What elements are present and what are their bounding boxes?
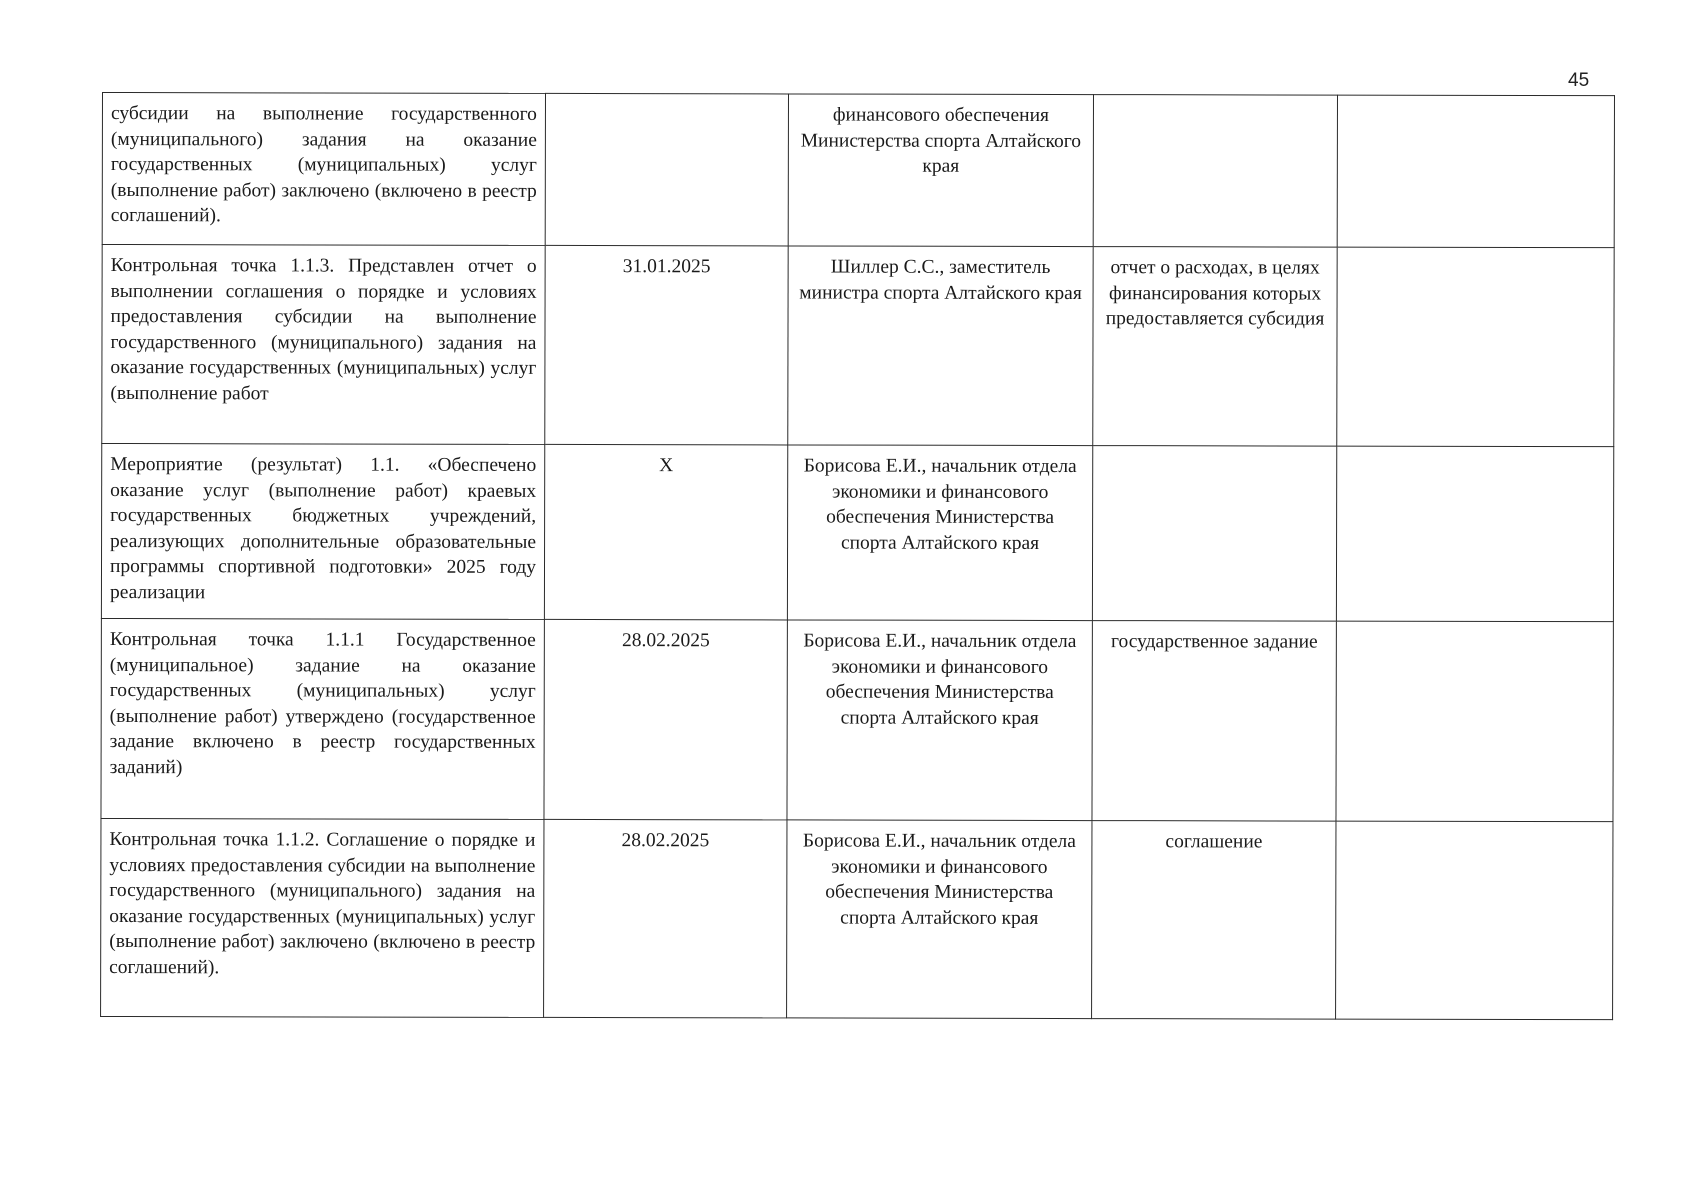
date-cell: [545, 93, 788, 246]
date-cell: 28.02.2025: [544, 819, 787, 1018]
document-cell: отчет о расходах, в целях финансирования которых предоставляется субсидия: [1093, 247, 1337, 447]
table-row: [102, 93, 1614, 248]
control-points-table: [100, 92, 1615, 1020]
table-row: [101, 818, 1613, 1019]
date-cell: X: [544, 444, 787, 620]
table-row: [101, 444, 1613, 622]
description-cell: субсидии на выполнение государственного (муниципального) задания на оказание государственных (муниципальных) услуг (выполнение работ) заключено (включено в реестр соглашений).: [102, 93, 545, 246]
document-cell: соглашение: [1092, 821, 1336, 1020]
document-cell: [1093, 95, 1337, 248]
table-row: [102, 245, 1614, 447]
responsible-cell: Борисова Е.И., начальник отдела экономики и финансового обеспечения Министерства спорта Алтайского края: [787, 820, 1092, 1019]
date-cell: 28.02.2025: [544, 619, 787, 820]
note-cell: [1336, 821, 1613, 1020]
responsible-cell: Борисова Е.И., начальник отдела экономики и финансового обеспечения Министерства спорта Алтайского края: [787, 620, 1092, 821]
description-cell: Контрольная точка 1.1.3. Представлен отчет о выполнении соглашения о порядке и условиях предоставления субсидии на выполнение государственного (муниципального) задания на оказание государственных (муниципальных) услуг (выполнение работ: [102, 245, 545, 445]
note-cell: [1336, 621, 1613, 822]
table-row: [101, 618, 1613, 821]
description-cell: Контрольная точка 1.1.1 Государственное (муниципальное) задание на оказание государственных (муниципальных) услуг (выполнение работ) утверждено (государственное задание включено в реестр государственных заданий): [101, 618, 544, 819]
document-cell: [1092, 446, 1336, 622]
date-cell: 31.01.2025: [545, 245, 788, 445]
note-cell: [1336, 446, 1613, 622]
description-cell: Контрольная точка 1.1.2. Соглашение о порядке и условиях предоставления субсидии на выполнение государственного (муниципального) задания на оказание государственных (муниципальных) услуг (выполнение работ) заключено (включено в реестр соглашений).: [101, 818, 544, 1017]
document-cell: государственное задание: [1092, 621, 1336, 822]
responsible-cell: Шиллер С.С., заместитель министра спорта Алтайского края: [788, 246, 1093, 446]
page-number: 45: [1568, 70, 1590, 91]
responsible-cell: Борисова Е.И., начальник отдела экономики и финансового обеспечения Министерства спорта Алтайского края: [787, 445, 1092, 621]
note-cell: [1337, 247, 1614, 447]
note-cell: [1337, 95, 1614, 248]
description-cell: Мероприятие (результат) 1.1. «Обеспечено оказание услуг (выполнение работ) краевых государственных бюджетных учреждений, реализующих дополнительные образовательные программы спортивной подготовки» 2025 году реализации: [101, 444, 544, 620]
responsible-cell: финансового обеспечения Министерства спорта Алтайского края: [788, 94, 1093, 247]
